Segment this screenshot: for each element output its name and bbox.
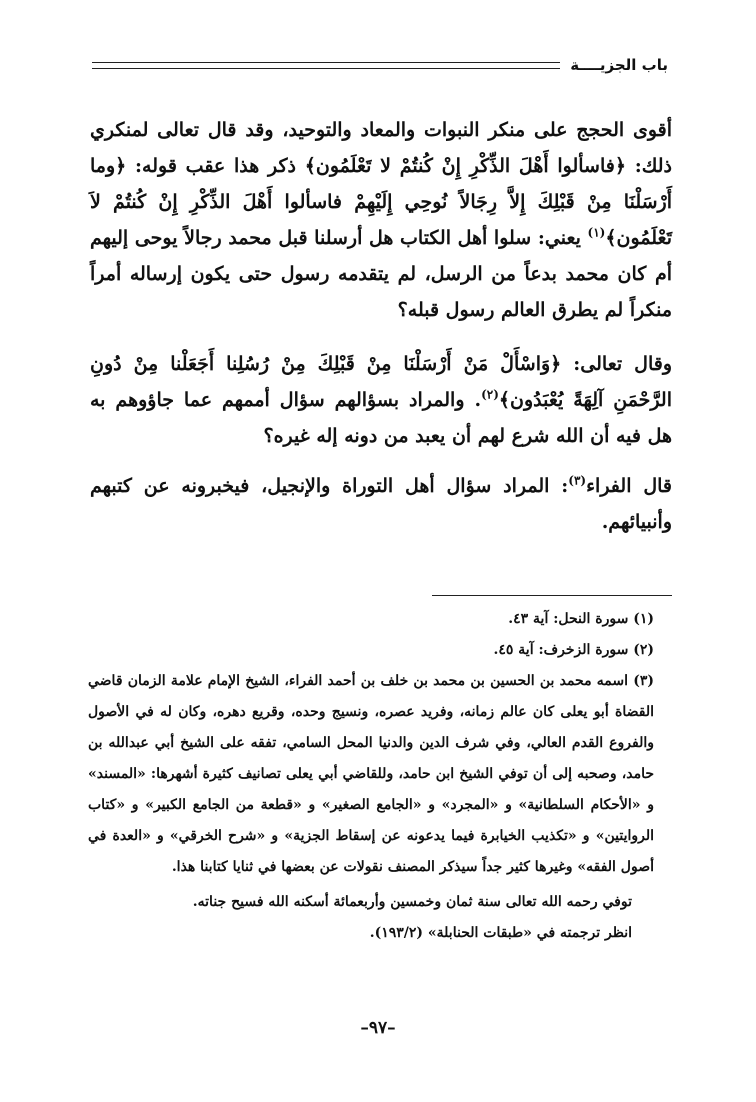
footnote-separator [432,595,672,596]
footnote-ref-2[interactable]: (٢) [481,387,499,402]
paragraph-3 [90,468,672,540]
footnote-3-source: انظر ترجمته في «طبقات الحنابلة» (١٩٣/٢). [369,925,632,941]
footnote-3-death: توفي رحمه الله تعالى سنة ثمان وخمسين وأربعمائة أسكنه الله فسيح جناته. [192,894,632,910]
p3-text-2: : المراد سؤال أهل التوراة والإنجيل، فيخبرونه عن كتبهم وأنبيائهم. [90,475,672,533]
main-text [90,112,672,558]
quran-verse-2: ﴿وما أَرْسَلْنَا مِنْ قَبْلِكَ إِلاَّ رِجَالاً نُوحِي إِلَيْهِمْ فاسألوا أَهْلَ الذِّكْرِ إِنْ كُنتُمْ لاَ تَعْلَمُون﴾ [90,155,672,249]
header-double-rule [92,62,560,69]
paragraph-1 [90,112,672,328]
p1-text-3: يعني: سلوا أهل الكتاب هل أرسلنا قبل محمد رجالاً يوحى إليهم أم كان محمد بدعاً من الرسل، لم يتقدمه رسول حتى يكون إرساله أمراً منكراً لم يطرق العالم رسول قبله؟ [90,227,672,321]
footnote-ref-3[interactable]: (٣) [568,473,587,488]
footnote-1: (١) سورة النحل: آية ٤٣. [508,611,654,627]
p3-text-1: قال الفراء [586,475,672,497]
footnote-2: (٢) سورة الزخرف: آية ٤٥. [493,642,654,658]
running-header [92,52,668,78]
footnote-ref-1[interactable]: (١) [587,225,606,240]
footnotes [88,604,672,949]
page-number: –٩٧– [360,1018,396,1038]
p2-text-2: . والمراد بسؤالهم سؤال أممهم عما جاؤوهم به هل فيه أن الله شرع لهم أن يعبد من دونه إله غيره؟ [90,389,672,447]
paragraph-2 [90,346,672,454]
chapter-title: باب الجزيــــة [570,56,668,74]
quran-verse-1: ﴿فاسألوا أَهْلَ الذِّكْرِ إِنْ كُنتُمْ لا تَعْلَمُون﴾ [304,155,626,177]
footnote-3: (٣) اسمه محمد بن الحسين بن محمد بن خلف بن أحمد الفراء، الشيخ الإمام علامة الزمان قاضي القضاة أبو يعلى كان عالم زمانه، وفريد عصره، ونسيج وحده، وقريع دهره، وكان له في الأصول والفروع القدم العالي، وفي شرف الدين والدنيا المحل السامي، تفقه على الشيخ أبي عبدالله بن حامد، وصحبه إلى أن توفي الشيخ ابن حامد، وللقاضي أبي يعلى تصانيف كثيرة أشهرها: «المسند» و «الأحكام السلطانية» و «المجرد» و «الجامع الصغير» و «قطعة من الجامع الكبير» و «كتاب الروايتين» و «تكذيب الخيابرة فيما يدعونه عن إسقاط الجزية» و «شرح الخرقي» و «العدة في أصول الفقه» وغيرها كثير جداً سيذكر المصنف نقولات عن بعضها في ثنايا كتابنا هذا. [88,673,654,875]
quran-verse-3: ﴿وَاسْأَلْ مَنْ أَرْسَلْنَا مِنْ قَبْلِكَ مِنْ رُسُلِنا أَجَعَلْنا مِنْ دُونِ الرَّحْمَنِ آلِهَةً يُعْبَدُون﴾ [90,353,672,411]
p1-text-2: ذكر هذا عقب قوله: [126,155,305,177]
p2-text-1: وقال تعالى: [561,353,672,375]
p1-text-1: أقوى الحجج على منكر النبوات والمعاد والتوحيد، وقد قال تعالى لمنكري ذلك: [90,119,672,177]
